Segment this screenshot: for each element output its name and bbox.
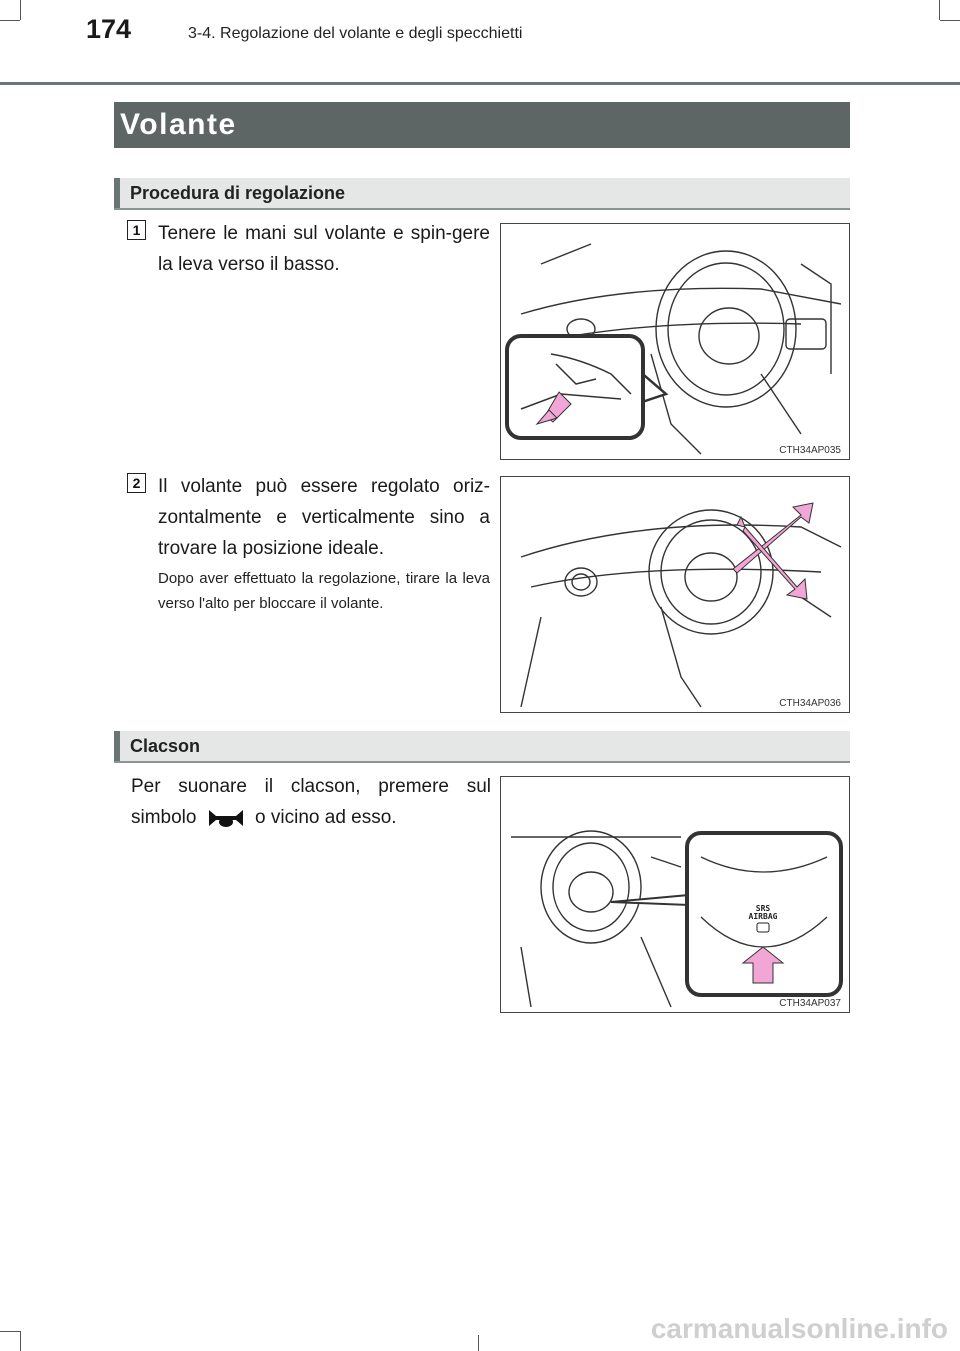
section-header-horn xyxy=(114,731,850,763)
figure-code: CTH34AP035 xyxy=(779,445,841,456)
crop-mark xyxy=(0,20,20,21)
horn-text xyxy=(131,771,491,833)
running-title: 3-4. Regolazione del volante e degli specchietti xyxy=(188,25,523,42)
horn-icon xyxy=(206,807,246,829)
tilt-illustration xyxy=(501,477,849,712)
horn-text-before: Per suonare il clacson, premere sul simbolo xyxy=(131,776,491,828)
page-number: 174 xyxy=(86,14,132,44)
crop-mark xyxy=(940,20,960,21)
section-title: Procedura di regolazione xyxy=(130,183,346,203)
step-2-text: Il volante può essere regolato oriz-zontalmente e verticalmente sino a trovare la posizione ideale. xyxy=(158,476,490,559)
figure-lever-down xyxy=(500,223,850,460)
airbag-label: AIRBAG xyxy=(748,912,778,921)
page-title: Volante xyxy=(114,102,850,148)
airbag-label-srs: SRS xyxy=(755,904,771,913)
horn-text-after: o vicino ad esso. xyxy=(255,807,397,828)
figure-code: CTH34AP037 xyxy=(779,998,841,1009)
figure-tilt-telescopic xyxy=(500,476,850,713)
step-2-note: Dopo aver effettuato la regolazione, tirare la leva verso l'alto per bloccare il volante. xyxy=(158,570,490,612)
crop-mark xyxy=(20,0,21,20)
crop-mark xyxy=(20,1331,21,1351)
lever-illustration xyxy=(501,224,849,459)
step-number-2: 2 xyxy=(127,473,146,493)
figure-code: CTH34AP036 xyxy=(779,698,841,709)
figure-horn xyxy=(500,776,850,1013)
step-1-text: Tenere le mani sul volante e spin-gere la leva verso il basso. xyxy=(158,223,490,275)
crop-mark xyxy=(478,1335,479,1351)
step-number-1: 1 xyxy=(127,220,146,240)
watermark: carmanualsonline.info xyxy=(650,1313,948,1344)
horn-illustration xyxy=(501,777,849,1012)
section-header-adjust xyxy=(114,178,850,210)
crop-mark xyxy=(939,0,940,20)
section-title: Clacson xyxy=(130,736,201,756)
header-divider xyxy=(0,82,960,85)
crop-mark xyxy=(0,1331,20,1332)
